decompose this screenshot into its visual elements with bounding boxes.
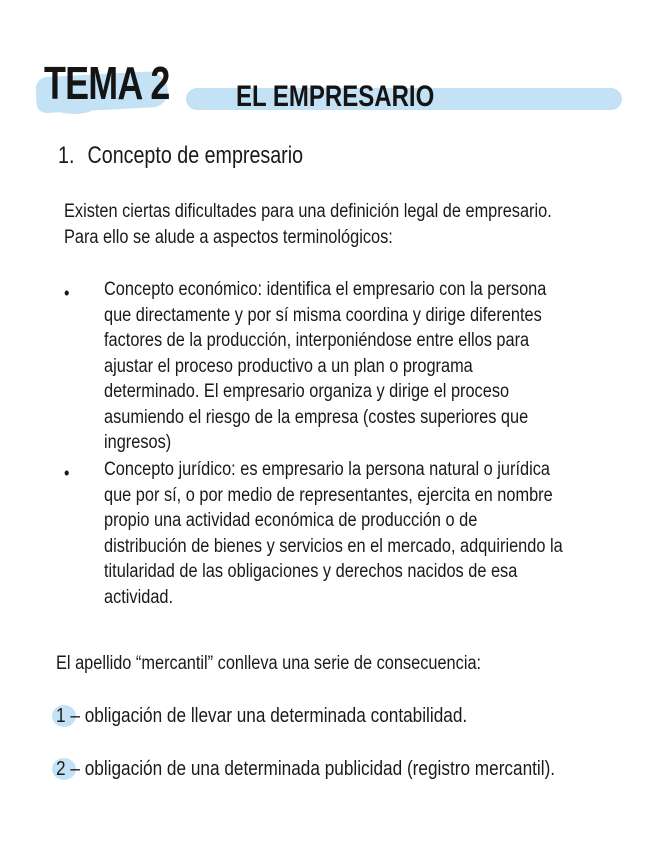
bullet-icon: • — [64, 283, 70, 303]
list-item-concepto-economico — [64, 277, 656, 457]
intro-line: Para ello se alude a aspectos terminológicos: — [64, 226, 393, 248]
bullet-line: ingresos) — [104, 432, 172, 453]
bullet-line: propio una actividad económica de producción o de — [104, 510, 478, 531]
bullet-line: factores de la producción, interponiéndose entre ellos para — [104, 330, 530, 351]
bullet-icon: • — [64, 463, 70, 483]
tema-title: TEMA 2 — [44, 57, 170, 109]
page-title: EL EMPRESARIO — [236, 80, 435, 113]
consequence-item-1 — [52, 701, 652, 731]
section-heading — [58, 142, 303, 170]
bullet-line: actividad. — [104, 586, 174, 608]
bullet-line: que directamente y por sí misma coordina y dirige diferentes — [104, 304, 542, 326]
consequence-text: 2 – obligación de una determinada publicidad (registro mercantil). — [56, 758, 556, 780]
list-item-concepto-juridico — [64, 457, 656, 612]
section-number: 1. — [58, 142, 75, 169]
consequence-item-2 — [52, 754, 652, 784]
bullet-line: titularidad de las obligaciones y derechos nacidos de esa — [104, 561, 518, 582]
page-header — [0, 0, 656, 140]
bullet-line: Concepto económico: identifica el empresario con la persona — [104, 279, 547, 300]
intro-line: Existen ciertas dificultades para una definición legal de empresario. — [64, 201, 552, 222]
bullet-line: distribución de bienes y servicios en el mercado, adquiriendo la — [104, 535, 563, 557]
bullet-text — [104, 457, 620, 610]
bullet-line: Concepto jurídico: es empresario la persona natural o jurídica — [104, 459, 550, 480]
bullet-line: ajustar el proceso productivo a un plan o programa — [104, 355, 473, 377]
section-title-text: Concepto de empresario — [87, 142, 304, 169]
bullet-line: asumiendo el riesgo de la empresa (costes superiores que — [104, 406, 529, 428]
bullet-line: que por sí, o por medio de representantes, ejercita en nombre — [104, 484, 553, 506]
surname-paragraph: El apellido “mercantil” conlleva una serie de consecuencia: — [56, 653, 482, 674]
consequence-text: 1 – obligación de llevar una determinada contabilidad. — [56, 705, 468, 727]
bullet-line: determinado. El empresario organiza y dirige el proceso — [104, 381, 510, 402]
intro-paragraph — [64, 199, 614, 250]
bullet-text — [104, 277, 620, 456]
